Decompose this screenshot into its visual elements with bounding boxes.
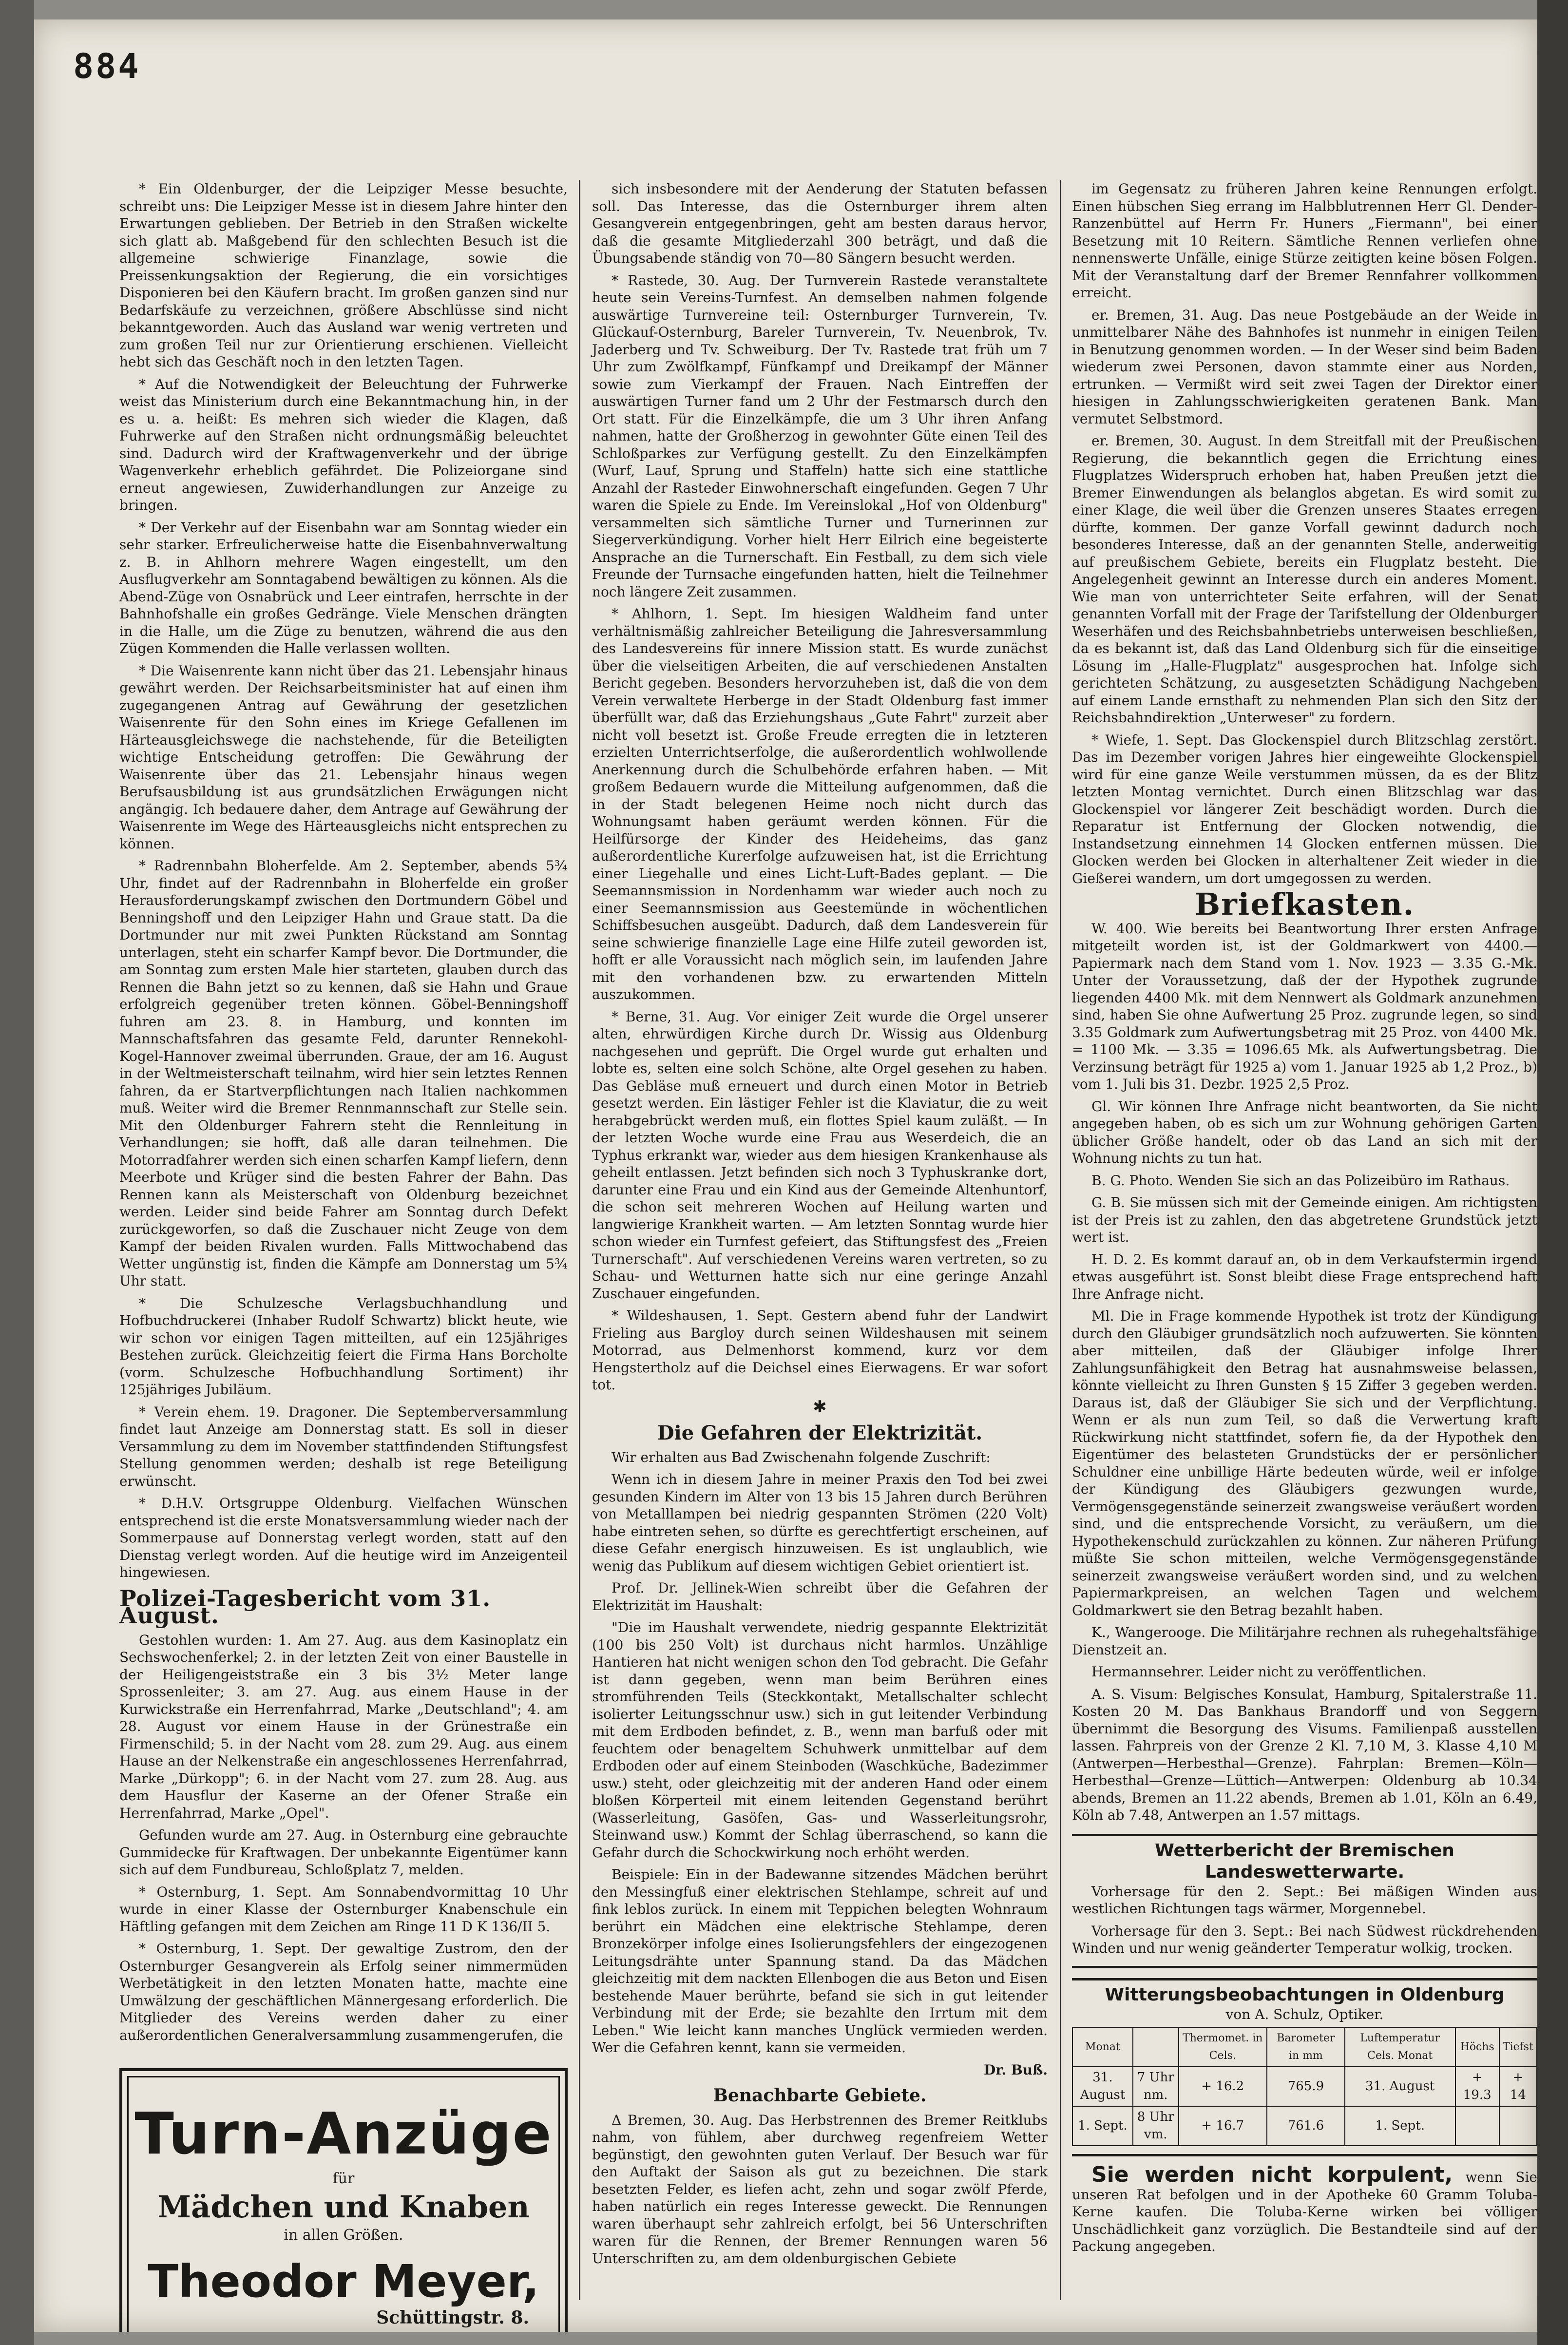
letterbox-item-7: K., Wangerooge. Die Militärjahre rechnen als ruhegehaltsfähige Dienstzeit an. [1072,1624,1537,1658]
electricity-para-1: Wenn ich in diesem Jahre in meiner Praxis den Tod bei zwei gesunden Kindern im Alter von 13 bis 15 Jahren durch Berühren von Metalllampen bei niedrig gespannten Strömen (220 Volt) habe eintreten sehen, so dürfte es gerechtfertigt erscheinen, auf diese Gefahr energisch hinzuweisen. Es ist unglaublich, wie wenig das Publikum auf diesem wichtigen Gebiet orientiert ist. [592,1471,1048,1574]
electricity-intro: Wir erhalten aus Bad Zwischenahn folgende Zuschrift: [612,1449,991,1465]
electricity-para-4: Beispiele: Ein in der Badewanne sitzendes Mädchen berührt den Messingfuß einer elektrischen Stehlampe, schreit auf und fink leblos zurück. In einem mit Teppichen belegten Wohnraum berührt ein Mädchen eine elektrische Stehlampe, deren Bronzekörper infolge eines Isolierungsfehlers der eingezogenen Leitungsdrähte unter Spannung stand. Da das Mädchen gleichzeitig mit dem nackten Ellenbogen die aus Beton und Eisen bestehende Mauer berührte, befand sie sich in gut leitender Verbindung mit der Erde; sie bezahlte den Irrtum mit dem Leben." Wie leicht kann manches Unglück vermieden werden. Wer die Gefahren kennt, kann sie vermeiden. [592,1866,1048,2056]
column-2 [592,180,1048,2272]
article-waisenrente: * Die Waisenrente kann nicht über das 21. Lebensjahr hinaus gewährt werden. Der Reichsarbeitsminister hat auf einen ihm zugegangenen Antrag auf Gewährung der gesetzlichen Waisenrente für den Sohn eines im Kriege Gefallenen im Härteausgleichswege die nachstehende, für die Beteiligten wichtige Entscheidung getroffen: Die Gewährung der Waisenrente über das 21. Lebensjahr hinaus wegen Berufsausbildung ist aus grundsätzlichen Erwägungen nicht angängig. Ich bedauere daher, dem Antrage auf Gewährung der Waisenrente im Wege des Härteausgleichs nicht entsprechen zu können. [119,662,568,852]
letterbox-item-4: G. B. Sie müssen sich mit der Gemeinde einigen. Am richtigsten ist der Preis ist zu zahlen, den das abgetretene Grundstück jetzt wert ist. [1072,1194,1537,1245]
police-stolen: Gestohlen wurden: 1. Am 27. Aug. aus dem Kasinoplatz ein Sechswochenferkel; 2. in der letzten Zeit von einer Baustelle in der Heiligengeiststraße ein 3 bis 3½ Meter lange Sprossenleiter; 3. am 27. Aug. aus einem Hause in der Kurwickstraße ein Herrenfahrrad, Marke „Deutschland"; 4. am 28. August vor einem Hause in der Grünestraße ein Firmenschild; 5. in der Nacht vom 28. zum 29. Aug. aus einem Hause an der Nelkenstraße ein angeschlossenes Herrenfahrrad, Marke „Dürkopp"; 6. in der Nacht vom 27. zum 28. Aug. aus dem Hausflur der Kaserne an der Ofener Straße ein Herrenfahrrad, Marke „Opel". [119,1632,568,1821]
column-3 [1072,180,1537,2260]
table-cell: 7 Uhr nm. [1133,2067,1179,2106]
article-leipzig-messe: * Ein Oldenburger, der die Leipziger Messe besuchte, schreibt uns: Die Leipziger Messe ist in diesem Jahre hinter den Erwartungen geblieben. Der Betrieb in den Straßen wickelte sich glatt ab. Maßgebend für den schlechten Besuch ist die allgemeine schwierige Finanzlage, sowie die Preissenkungsaktion der Regierung, die ein vorsichtiges Disponieren bei den Käufern bracht. Im großen ganzen sind nur Bedarfskäufe zu verzeichnen, größere Abschlüsse sind nicht bekanntgeworden. Auch das Ausland war wenig vertreten und zum großen Teil nur zur Orientierung erschienen. Vielleicht hebt sich das Geschäft noch in den letzten Tagen. [119,181,568,370]
article-radrennbahn: * Radrennbahn Bloherfelde. Am 2. September, abends 5¾ Uhr, findet auf der Radrennbahn in Bloherfelde ein großer Herausforderungskampf zwischen den Dortmundern Göbel und Benningshoff und den Leipziger Hahn und Graue statt. Da die Dortmunder nur mit zwei Punkten Rückstand am Sonntag unterlagen, steht ein scharfer Kampf bevor. Die Dortmunder, die am Sonntag zum ersten Male hier starteten, glauben durch das Rennen die Bahn jetzt so zu kennen, daß sie Hahn und Graue erfolgreich gegenüber treten können. Göbel-Benningshoff fuhren am 23. 8. in Hamburg, und konnten im Mannschaftsfahren das gesamte Feld, darunter Rennekohl-Kogel-Hannover zweimal überrunden. Graue, der am 16. August in der Weltmeisterschaft teilnahm, wird hier sein letztes Rennen fahren, da er Startverpflichtungen nach Italien nachkommen muß. Weiter wird die Bremer Rennmannschaft zur Stelle sein. Mit den Oldenburger Fahrern steht die Rennleitung in Verhandlungen; sie hofft, daß alle daran teilnehmen. Die Motorradfahrer werden sich einen scharfen Kampf liefern, denn Meerbote und Krüger sind die besten Fahrer der Bahn. Das Rennen kann als Meisterschaft von Oldenburg bezeichnet werden. Leider sind beide Fahrer am Sonntag durch Defekt zurückgeworfen, so daß die Zuschauer nicht Zeuge von dem Kampf der beiden Rivalen wurden. Falls Mittwochabend das Wetter ungünstig ist, finden die Kämpfe am Donnerstag um 5¾ Uhr statt. [119,858,568,1289]
table-cell: 31. August [1072,2067,1133,2106]
ad-company-name: Theodor Meyer, [148,2255,539,2307]
article-berne: * Berne, 31. Aug. Vor einiger Zeit wurde die Orgel unserer alten, ehrwürdigen Kirche durch Dr. Wissig aus Oldenburg nachgesehen und geprüft. Die Orgel wurde gut erhalten und lobte es, selten eine solch Schöne, alte Orgel gesehen zu haben. Das Gebläse muß erneuert und durch einen Motor in Betrieb gesetzt werden. Ein lästiger Fehler ist die Klaviatur, die zu weit herabgebrückt werden muß, ein flottes Spiel kaum zuläßt. — In der letzten Woche wurde eine Frau aus Weserdeich, die an Typhus erkrankt war, wieder aus dem hiesigen Krankenhause als geheilt entlassen. Jetzt befinden sich noch 3 Typhuskranke dort, darunter eine Frau und ein Kind aus der Gemeinde Altenhuntorf, die schon seit mehreren Wochen auf Heilung warten und langwierige Krankheit warten. — Am letzten Sonntag wurde hier schon wieder ein Turnfest gefeiert, das Stiftungsfest des „Freien Turnerschaft". Auf verschiedenen Vereins waren vertreten, so zu Schau- und Wetturnen hatte sich nur eine geringe Anzahl Zuschauer eingefunden. [592,1008,1048,1302]
article-schulzesche: * Die Schulzesche Verlagsbuchhandlung und Hofbuchdruckerei (Inhaber Rudolf Schwartz) blickt heute, wie wir schon vor einigen Tagen mitteilten, auf ein 125jähriges Bestehen zurück. Gleichzeitig feiert die Firma Hans Borcholte (vorm. Schulzesche Hofbuchhandlung Sortiment) ihr 125jähriges Jubiläum. [119,1295,568,1398]
ad-address: Schüttingstr. 8. [376,2307,529,2328]
electricity-signature: Dr. Buß. [983,2061,1048,2078]
ad-title: Turn-Anzüge [134,2100,553,2167]
separator-star: ✱ [813,1397,827,1417]
weather-forecast-2: Vorhersage für den 3. Sept.: Bei nach Südwest rückdrehenden Winden und nur wenig geänderter Temperatur wolkig, trocken. [1072,1922,1537,1956]
table-header-cell: Monat [1072,2027,1133,2067]
advertisement-inner-frame [127,2076,560,2332]
article-rastede: * Rastede, 30. Aug. Der Turnverein Rastede veranstaltete heute sein Vereins-Turnfest. An demselben nahmen folgende auswärtige Turnvereine teil: Osternburger Turnverein, Tv. Glückauf-Osternburg, Bareler Turnverein, Tv. Neuenbrok, Tv. Jaderberg und Tv. Schweiburg. Der Tv. Rastede trat früh um 7 Uhr zum Zwölfkampf, Fünfkampf und Dreikampf der Männer sowie zum Vierkampf der Frauen. Nach Eintreffen der auswärtigen Turner fand um 2 Uhr der Festmarsch durch den Ort statt. Für die Einzelkämpfe, die um 3 Uhr ihren Anfang nahmen, hatte der Großherzog in gewohnter Güte einen Teil des Schloßparkes zur Verfügung gestellt. Zu den Einzelkämpfen (Wurf, Lauf, Sprung und Staffeln) hatte sich eine stattliche Anzahl der Rasteder Einwohnerschaft eingefunden. Gegen 7 Uhr waren die Spiele zu Ende. Im Vereinslokal „Hof von Oldenburg" versammelten sich sämtliche Turner und Turnerinnen zur Siegerverkündigung. Vorher hielt Herr Eilrich eine begeisterte Ansprache an die Turnerschaft. Ein Festball, zu dem sich viele Freunde der Turnsache eingefunden hatten, hielt die Teilnehmer noch längere Zeit zusammen. [592,272,1048,600]
weather-observations-box [1072,1978,1537,2157]
advertisement-toluba [1072,2162,1537,2255]
article-bremen-flugplatz: er. Bremen, 30. August. In dem Streitfall mit der Preußischen Regierung, die bekanntlich gegen die Errichtung eines Flugplatzes Widerspruch erhoben hat, haben Preußen jetzt die Bremer Einwendungen als belanglos abgetan. Es wird somit zu einer Klage, die weil über die Grenzen unseres Staates erregen dürfte, kommen. Der ganze Vorfall gewinnt dadurch noch besonderes Interesse, daß an der genannten Stelle, anderweitig auf preußischem Gebiete, bereits ein Flugplatz besteht. Die Angelegenheit gewinnt an Interesse durch ein anderes Moment. Wie man von unterrichteter Seite erfahren, will der Senat genannten Vorfall mit der Frage der Tarifstellung der Oldenburger Weserhäfen und des Reichsbahnbetriebs unterweisen beschließen, da es bekannt ist, daß das Land Oldenburg sich für die einseitige Lösung im „Halle-Flugplatz" ausgesprochen hat. Infolge sich gerichteten Schätzung, zu ausgesetzten Schädigung Nachgeben auf einem Lande ernsthaft zu nehmenden Plan sich den Sitz der Reichsbahndirektion „Unterweser" zu fordern. [1072,433,1537,726]
column-rule-2 [1060,180,1061,2300]
electricity-para-2: Prof. Dr. Jellinek-Wien schreibt über die Gefahren der Elektrizität im Haushalt: [592,1580,1048,1614]
table-header-cell: Luftemperatur Cels. Monat [1345,2027,1455,2067]
table-cell: 761.6 [1267,2106,1345,2146]
ad-sizes: in allen Größen. [284,2226,403,2244]
letterbox-item-1: W. 400. Wie bereits bei Beantwortung Ihrer ersten Anfrage mitgeteilt worden ist, ist der Goldmarkwert von 4400.— Papiermark nach dem Stand vom 1. Nov. 1923 — 3.35 G.-Mk. Unter der Voraussetzung, daß der der Hypothek zugrunde liegenden 4400 Mk. mit dem Nennwert als Goldmark anzunehmen sind, haben Sie ohne Aufwertung 25 Proz. zugrunde legen, so sind 3.35 Goldmark zum Aufwertungsbetrag mit 25 Proz. von 4400 Mk. = 1100 Mk. — 3.35 = 1096.65 Mk. als Aufwertungsbetrag. Die Verzinsung beträgt für 1925 a) vom 1. Januar 1925 ab 1,2 Proz., b) vom 1. Juli bis 31. Dezbr. 1925 2,5 Proz. [1072,920,1537,1092]
column-1 [119,180,568,2332]
article-dhv: * D.H.V. Ortsgruppe Oldenburg. Vielfachen Wünschen entsprechend ist die erste Monatsversammlung wieder nach der Sommerpause auf Donnerstag verlegt worden, statt auf den Dienstag verlegt worden. Auf die heutige wird im Anzeigenteil hingewiesen. [119,1495,568,1580]
observations-table [1072,2027,1537,2146]
article-dragoner: * Verein ehem. 19. Dragoner. Die Septemberversammlung findet laut Anzeige am Donnerstag statt. Es soll in dieser Versammlung zu dem im November stattfindenden Stiftungsfest Stellung genommen werden; deshalb ist rege Beteiligung erwünscht. [119,1403,568,1489]
table-header-cell: Tiefst [1499,2027,1537,2067]
weather-forecast-1: Vorhersage für den 2. Sept.: Bei mäßigen Winden aus westlichen Richtungen tags wärmer, Morgennebel. [1072,1883,1537,1917]
table-cell: 8 Uhr vm. [1133,2106,1179,2146]
article-wildeshausen: * Wildeshausen, 1. Sept. Gestern abend fuhr der Landwirt Frieling aus Bargloy durch seinen Wildeshausen mit seinem Motorrad, aus Delmenhorst kommend, kurz vor dem Hengstertholz auf die Deichsel eines Eierwagens. Er war sofort tot. [592,1307,1048,1393]
article-bremen-herbstrennen: Δ Bremen, 30. Aug. Das Herbstrennen des Bremer Reitklubs nahm, von fühlem, aber durchweg regenfreiem Wetter begünstigt, den gewohnten guten Verlauf. Der Besuch war für den Auftakt der Saison als gut zu bezeichnen. Die stark besetzten Felder, es liefen acht, zehn und sogar zwölf Pferde, haben natürlich ein reges Interesse geweckt. Die Rennungen waren überhaupt sehr zahlreich erfolgt, bei 56 Unterschriften waren für die Rennen, der Bremer Rennungen waren 56 Unterschriften zu, am dem oldenburgischen Gebiete [592,2112,1048,2267]
ad-target: Mädchen und Knaben [157,2189,530,2225]
article-osternburg-1: * Osternburg, 1. Sept. Am Sonnabendvormittag 10 Uhr wurde in einer Klasse der Osternburger Knabenschule ein Häftling gefangen mit dem Zeichen am Ringe 11 D K 136/II 5. [119,1884,568,1935]
table-row [1072,2067,1537,2106]
table-row [1072,2106,1537,2146]
letterbox-item-2: Gl. Wir können Ihre Anfrage nicht beantworten, da Sie nicht angegeben haben, ob es sich um zur Wohnung gehörigen Garten üblicher Größe handelt, oder ob das Land an sich mit der Wohnung nichts zu tun hat. [1072,1098,1537,1166]
toluba-headline: Sie werden nicht korpulent, [1091,2162,1453,2187]
electricity-para-3: "Die im Haushalt verwendete, niedrig gespannte Elektrizität (100 bis 250 Volt) ist durchaus nicht harmlos. Unzählige Hantieren hat nicht wenigen schon den Tod gebracht. Die Gefahr ist dann gegeben, wenn man beim Berühren eines stromführenden Teils (Steckkontakt, Metallschalter schlecht isolierter Leitungsschnur usw.) sich in gut leitender Verbindung mit dem Erdboden befindet, z. B., wenn man barfuß oder mit feuchtem oder benageltem Schuhwerk unmittelbar auf dem Erdboden oder auf einem Steinboden (Waschküche, Badezimmer usw.) steht, oder gleichzeitig mit der anderen Hand oder einem bloßen Körperteil mit einem leitenden Gegenstand berührt (Wasserleitung, Gasöfen, Gas- und Wasserleitungsrohr, Steinwand usw.) Kommt der Schlag überraschend, so kann die Gefahr durch die Schockwirkung noch erhöht werden. [592,1619,1048,1861]
letterbox-item-3: B. G. Photo. Wenden Sie sich an das Polizeibüro im Rathaus. [1091,1172,1510,1189]
article-bremen-cont: im Gegensatz zu früheren Jahren keine Rennungen erfolgt. Einen hübschen Sieg errang im Halbblutrennen Herr Gl. Dender-Ranzenbüttel auf Herrn Fr. Huners „Fiermann", bei einer Besetzung mit 10 Reitern. Sämtliche Rennen verliefen ohne nennenswerte Unfälle, einige Stürze zeitigten keine bösen Folgen. Mit der Veranstaltung darf der Bremer Rennfahrer vollkommen erreicht. [1072,181,1537,301]
table-cell: + 16.7 [1179,2106,1267,2146]
scan-left-edge [0,0,34,2345]
weather-report-heading: Wetterbericht der Bremischen Landeswetterwarte. [1155,1840,1454,1882]
article-osternburg-2: * Osternburg, 1. Sept. Der gewaltige Zustrom, den der Osternburger Gesangverein als Erfolg seiner nimmermüden Werbetätigkeit in den letzten Monaten hatte, machte eine Umwälzung der geschäftlichen Männergesang erforderlich. Die Mitglieder des Vereins werden daher zu einer außerordentlichen Generalversammlung zusammengerufen, die [119,1941,568,2043]
table-cell: + 19.3 [1455,2067,1499,2106]
toluba-text: wenn Sie unseren Rat befolgen und in der Apotheke 60 Gramm Toluba-Kerne kaufen. Die Toluba-Kerne wirken bei völliger Unschädlichkeit ganz vorzüglich. Die Bestandteile sind auf der Packung angegeben. [1072,2169,1537,2254]
electricity-heading: Die Gefahren der Elektrizität. [657,1422,983,1444]
table-cell: 1. Sept. [1072,2106,1133,2146]
table-cell [1455,2106,1499,2146]
police-report-heading: Polizei-Tagesbericht vom 31. August. [119,1585,491,1629]
table-cell: 31. August [1345,2067,1455,2106]
observations-heading: Witterungsbeobachtungen in Oldenburg [1105,1984,1505,2005]
table-header-cell: Barometer in mm [1267,2027,1345,2067]
article-fuhrwerke: * Auf die Notwendigkeit der Beleuchtung der Fuhrwerke weist das Ministerium durch eine Bekanntmachung hin, in der es u. a. heißt: Es mehren sich wieder die Klagen, daß Fuhrwerke auf den Straßen nicht ordnungsmäßig beleuchtet sind. Dadurch wird der Kraftwagenverkehr und der übrige Wagenverkehr erheblich gefährdet. Die Polizeiorgane sind erneut angewiesen, Zuwiderhandlungen zur Anzeige zu bringen. [119,376,568,513]
table-cell: + 16.2 [1179,2067,1267,2106]
table-cell: 765.9 [1267,2067,1345,2106]
table-header-cell: Thermomet. in Cels. [1179,2027,1267,2067]
table-cell [1499,2106,1537,2146]
article-eisenbahn: * Der Verkehr auf der Eisenbahn war am Sonntag wieder ein sehr starker. Erfreulicherweise hatte die Eisenbahnverwaltung z. B. in Ahlhorn mehrere Wagen eingestellt, um den Ausflugverkehr am Sonntagabend bewältigen zu können. Als die Abend-Züge von Osnabrück und Leer eintrafen, herrschte in der Bahnhofshalle ein großes Gedränge. Viele Menschen drängten in die Halle, um die Züge zu benutzen, während die aus den Zügen Kommenden die Halle verlassen wollten. [119,519,568,656]
police-found: Gefunden wurde am 27. Aug. in Osternburg eine gebrauchte Gummidecke für Kraftwagen. Der unbekannte Eigentümer kann sich auf dem Fundbureau, Schloßplatz 7, melden. [119,1827,568,1878]
table-header-row [1072,2027,1537,2067]
ad-for: für [332,2170,355,2187]
letterbox-item-6: Ml. Die in Frage kommende Hypothek ist trotz der Kündigung durch den Gläubiger grundsätzlich noch aufzuwerten. Sie könnten aber mitteilen, daß der Gläubiger infolge Ihrer Zahlungsunfähigkeit den Betrag hat ausnahmsweise belassen, könnte vielleicht zu Ihren Gunsten § 15 Ziffer 3 gegeben werden. Daraus ist, daß der Gläubiger Sie sich und der Verpflichtung. Wenn er als nun zum Teil, so daß die Verwertung kraft Rückwirkung nicht stattfindet, sofern fie, da der Hypothek den Eigentümer des belasteten Grundstücks der er persönlicher Schuldner eine unbillige Härte bedeuten würde, weil er infolge der Kündigung des Gläubigers gezwungen wurde, Vermögensgegenstände seinerzeit zwangsweise veräußert worden sind, und die entsprechende Vorsicht, zu veräußern, um die Hypothekenschuld zurückzahlen zu können. Zur näheren Prüfung müßte Sie schon mitteilen, welche Vermögensgegenstände seinerzeit zwangsweise veräußert worden sind, und zu welchen Papiermarkpreisen, an welchen Tagen und welchem Goldmarkwert sie den Betrag bezahlt haben. [1072,1308,1537,1618]
table-header-cell: Höchs [1455,2027,1499,2067]
scan-right-edge [1537,0,1568,2345]
column-rule-1 [579,180,580,2300]
weather-report-box [1072,1834,1537,1968]
article-osternburg-cont: sich insbesondere mit der Aenderung der Statuten befassen soll. Das Interesse, das die Osternburger ihrem alten Gesangverein entgegenbringen, geht am besten daraus hervor, daß die gesamte Mitgliederzahl 300 beträgt, und daß die Übungsabende ständig von 70—80 Sängern besucht werden. [592,181,1048,266]
advertisement-turn-anzuege [119,2068,568,2332]
page-number: 884 [73,46,141,86]
neighbor-areas-heading: Benachbarte Gebiete. [713,2085,927,2106]
table-cell: + 14 [1499,2067,1537,2106]
article-ahlhorn: * Ahlhorn, 1. Sept. Im hiesigen Waldheim fand unter verhältnismäßig zahlreicher Beteiligung die Jahresversammlung des Landesvereins für innere Mission statt. Es wurde zunächst über die vielseitigen Arbeiten, die auf verschiedenen Anstalten Bericht gegeben. Besonders hervorzuheben ist, daß die von dem Verein verwaltete Herberge in der Stadt Oldenburg fast immer überfüllt war, daß das Erziehungshaus „Gute Fahrt" zurzeit aber nicht voll besetzt ist. Große Freude erregten die in letzteren erzielten Unterrichtserfolge, die außerordentlich wohlwollende Anerkennung durch die Schulbehörde erfahren haben. — Mit großem Bedauern wurde die Mitteilung aufgenommen, daß die in der Stadt belegenen Heime noch nicht durch das Wohnungsamt haben geräumt werden können. Für die Heilfürsorge der Kinder des Heideheims, das ganz außerordentliche Kurerfolge aufzuweisen hat, ist die Errichtung einer Liegehalle und eines Licht-Luft-Bades geplant. — Die Seemannsmission in Nordenhamm war wieder auch noch zu einer Seemannsmission aus Geestemünde in wöchentlichen Schiffsbesuchen ausgeübt. Dadurch, daß dem Landesverein für seine schwierige finanzielle Lage eine Hilfe zuteil geworden ist, hofft er alle Voraussicht nach möglich sein, im laufenden Jahre mit den vorhandenen bzw. zu erwartenden Mitteln auszukommen. [592,606,1048,1002]
letterbox-heading: Briefkasten. [1194,886,1415,922]
article-wiefe-glockenspiel: * Wiefe, 1. Sept. Das Glockenspiel durch Blitzschlag zerstört. Das im Dezember vorigen Jahres hier eingeweihte Glockenspiel wird für eine ganze Weile verstummen müssen, da es der Blitz letzten Montag vernichtet. Durch einen Blitzschlag war das Glockenspiel vor längerer Zeit beschädigt worden. Durch die Reparatur ist Entfernung der Glocken notwendig, die Instandsetzung einnehmen 14 Glocken entfernen müssen. Die Glocken werden bei Glocken in alterhaltener Zeit wieder in die Gießerei wandern, um dort umgegossen zu werden. [1072,731,1537,886]
observations-subheading: von A. Schulz, Optiker. [1225,2006,1384,2022]
letterbox-item-9: A. S. Visum: Belgisches Konsulat, Hamburg, Spitalerstraße 11. Kosten 20 M. Das Bankhaus Brandorff und von Seggern übernimmt die Besorgung des Visums. Familienpaß ausstellen lassen. Fahrpreis von der Grenze 2 Kl. 7,10 M, 3. Klasse 4,10 M (Antwerpen—Herbesthal—Grenze). Fahrplan: Bremen—Köln—Herbesthal—Grenze—Lüttich—Antwerpen: Oldenburg ab 10.34 abends, Bremen an 11.22 abends, Bremen ab 1.01, Köln an 6.49, Köln ab 7.48, Antwerpen an 1.57 mittags. [1072,1686,1537,1823]
letterbox-item-8: Hermannsehrer. Leider nicht zu veröffentlichen. [1091,1664,1427,1680]
table-cell: 1. Sept. [1345,2106,1455,2146]
article-bremen-post: er. Bremen, 31. Aug. Das neue Postgebäude an der Weide in unmittelbarer Nähe des Bahnhofes ist nunmehr in einigen Teilen in Benutzung genommen worden. — In der Weser sind beim Baden wiederum zwei Personen, davon stammte einer aus Norden, ertrunken. — Vermißt wird seit zwei Tagen der Direktor einer hiesigen in Zahlungsschwierigkeiten geratenen Bank. Man vermutet Selbstmord. [1072,307,1537,427]
letterbox-item-5: H. D. 2. Es kommt darauf an, ob in dem Verkaufstermin irgend etwas ausgeführt ist. Sonst bleibt diese Frage entsprechend haft Ihre Anfrage nicht. [1072,1251,1537,1302]
table-header-cell [1133,2027,1179,2067]
newspaper-page [34,19,1537,2332]
